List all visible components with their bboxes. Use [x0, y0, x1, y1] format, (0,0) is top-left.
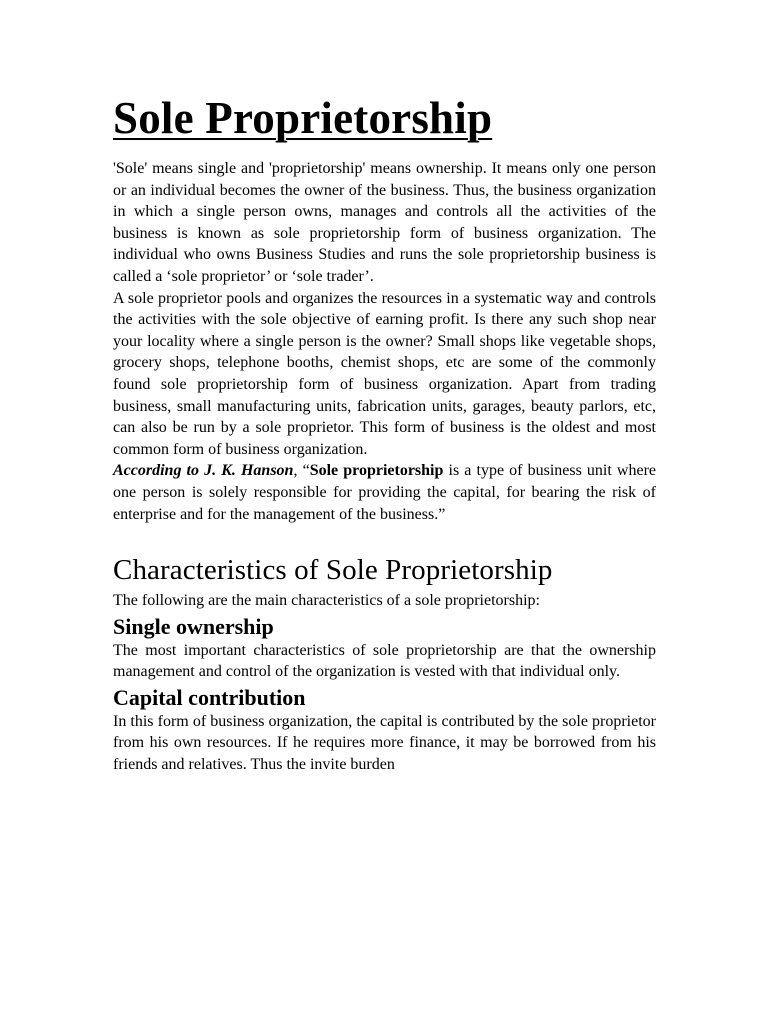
- quote-term: Sole proprietorship: [309, 462, 444, 480]
- explanation-paragraph: A sole proprietor pools and organizes the resources in a systematic way and controls the activities with the sole objective of earning profit. Is there any such shop near your locality where a single person is the owner? Small shops like vegetable shops, grocery shops, telephone booths, chemist shops, etc are some of the commonly found sole proprietorship form of business organization. Apart from trading business, small manufacturing units, fabrication units, garages, beauty parlors, etc, can also be run by a sole proprietor. This form of business is the oldest and most common form of business organization.: [113, 289, 656, 458]
- characteristics-intro: The following are the main characteristics of a sole proprietorship:: [113, 592, 540, 610]
- document-title: Sole Proprietorship: [113, 93, 493, 143]
- single-ownership-text: The most important characteristics of sole proprietorship are that the ownership management and control of the organization is vested with that individual only.: [113, 641, 656, 681]
- capital-contribution-text: In this form of business organization, the capital is contributed by the sole proprietor from his own resources. If he requires more finance, it may be borrowed from his friends and relatives. Thus the invite burden: [113, 712, 656, 774]
- quote-rest: is a type of business unit where one person is solely responsible for providing the capital, for bearing the risk of enterprise and for the management of the business.”: [113, 462, 657, 523]
- single-ownership-heading: Single ownership: [113, 613, 274, 639]
- quote-lead: , “: [293, 462, 310, 480]
- quote-author: According to J. K. Hanson: [113, 462, 294, 480]
- definition-paragraph: 'Sole' means single and 'proprietorship' means ownership. It means only one person or an individual becomes the owner of the business. Thus, the business organization in which a single person owns, manages and controls all the activities of the business is known as sole proprietorship form of business organization. The individual who owns Business Studies and runs the sole proprietorship business is called a ‘sole proprietor’ or ‘sole trader’.: [113, 160, 656, 285]
- characteristics-heading: Characteristics of Sole Proprietorship: [113, 554, 553, 587]
- hanson-definition-paragraph: [113, 460, 656, 525]
- capital-contribution-heading: Capital contribution: [113, 684, 306, 710]
